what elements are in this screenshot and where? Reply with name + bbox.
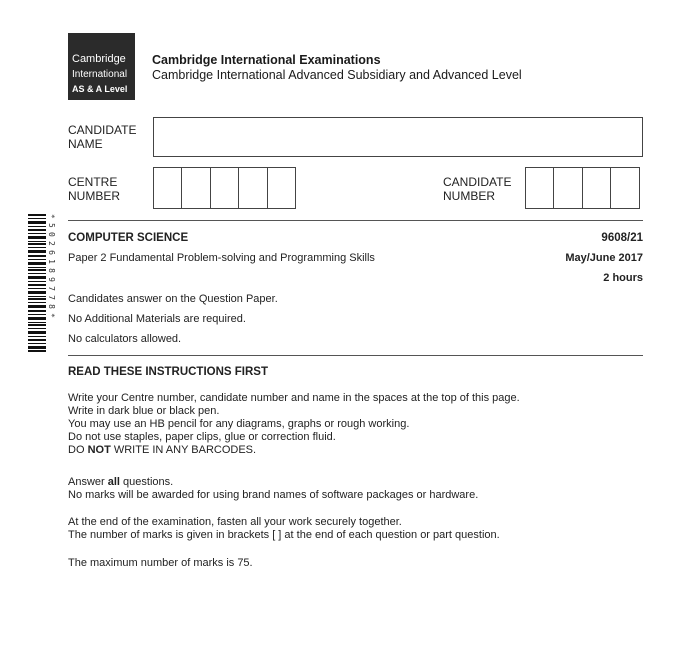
instruction-text: questions. [119,476,174,488]
qualification-name: Cambridge International Advanced Subsidiary and Advanced Level [152,68,522,82]
candidate-number-cell[interactable] [582,167,611,209]
candidate-number-cell[interactable] [553,167,582,209]
centre-number-cell[interactable] [267,167,296,209]
instruction-text: Answer [68,476,108,488]
centre-number-label-line1: CENTRE [68,175,118,189]
paper-note: Candidates answer on the Question Paper. [68,293,278,305]
paper-code: 9608/21 [601,232,643,244]
instructions-block-3 [68,516,500,542]
barcode-digits: *5026189778* [47,214,56,323]
max-marks: The maximum number of marks is 75. [68,557,253,569]
candidate-name-box[interactable] [153,117,643,157]
exam-session: May/June 2017 [565,252,643,264]
centre-number-boxes[interactable] [153,167,296,209]
centre-number-cell[interactable] [181,167,210,209]
instructions-heading: READ THESE INSTRUCTIONS FIRST [68,366,268,378]
centre-number-cell[interactable] [210,167,239,209]
centre-number-cell[interactable] [238,167,267,209]
instruction-line: Write in dark blue or black pen. [68,405,220,417]
exam-duration: 2 hours [603,272,643,284]
instructions-block-1 [68,392,520,457]
candidate-name-label-line2: NAME [68,137,103,151]
candidate-number-cell[interactable] [525,167,554,209]
barcode-bars [28,214,46,352]
divider-bottom [68,355,643,356]
logo-line-3: AS & A Level [72,84,128,94]
paper-note: No Additional Materials are required. [68,313,246,325]
cambridge-logo [68,33,135,100]
instruction-line: Write your Centre number, candidate number and name in the spaces at the top of this page. [68,392,520,404]
instructions-block-2 [68,476,478,502]
subject-title: COMPUTER SCIENCE [68,232,189,244]
instruction-line-barcodes [68,444,520,457]
instruction-line: The number of marks is given in brackets [ ] at the end of each question or part question. [68,529,500,541]
candidate-number-boxes[interactable] [525,167,640,209]
centre-number-label-line2: NUMBER [68,189,121,203]
paper-title: Paper 2 Fundamental Problem-solving and Programming Skills [68,252,375,264]
barcode [28,214,58,352]
candidate-number-label-line2: NUMBER [443,189,496,203]
paper-note: No calculators allowed. [68,333,182,345]
instruction-emphasis: all [107,476,120,488]
instruction-line-answer [68,476,478,489]
candidate-number-label-line1: CANDIDATE [443,175,512,189]
instruction-line: At the end of the examination, fasten all your work securely together. [68,516,402,528]
candidate-number-label [443,175,511,203]
instruction-line: No marks will be awarded for using brand names of software packages or hardware. [68,489,479,501]
candidate-name-label-line1: CANDIDATE [68,123,137,137]
candidate-name-label [68,123,136,151]
instruction-emphasis: NOT [87,444,111,456]
organisation-name: Cambridge International Examinations [152,53,381,67]
candidate-number-cell[interactable] [610,167,639,209]
instruction-text: DO [68,444,88,456]
centre-number-cell[interactable] [153,167,182,209]
divider-top [68,220,643,221]
barcode-digits-wrap [47,214,58,352]
logo-line-1: Cambridge [72,53,126,65]
logo-line-2: International [72,69,128,80]
instruction-line: You may use an HB pencil for any diagrams, graphs or rough working. [68,418,410,430]
instruction-line: Do not use staples, paper clips, glue or correction fluid. [68,431,336,443]
centre-number-label [68,175,120,203]
instruction-text: WRITE IN ANY BARCODES. [110,444,257,456]
